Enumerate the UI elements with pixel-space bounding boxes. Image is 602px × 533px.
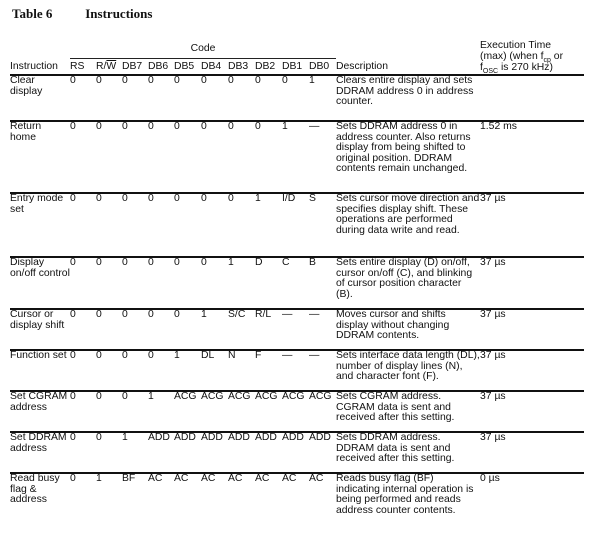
code-bit: AC	[255, 473, 270, 484]
instruction-name: Return home	[10, 121, 70, 193]
code-bit: S/C	[228, 309, 255, 350]
execution-time: 37 µs	[480, 193, 584, 257]
code-bit: 0	[201, 193, 228, 257]
header-bit-rs: RS	[70, 58, 96, 75]
description: Clears entire display and sets DDRAM address 0 in address counter.	[336, 75, 480, 121]
code-bit: 0	[201, 121, 228, 193]
code-bit: 0	[70, 350, 96, 391]
instruction-name: Function set	[10, 350, 70, 391]
header-bit-db3: DB3	[228, 58, 255, 75]
code-bit: —	[309, 309, 336, 350]
code-bit: ADD	[255, 432, 282, 473]
code-bit: 0	[148, 193, 174, 257]
table-row	[10, 473, 584, 533]
header-bit-db7: DB7	[122, 58, 148, 75]
code-bit: 0	[148, 309, 174, 350]
code-bit: 0	[70, 75, 96, 121]
table-title	[12, 6, 152, 22]
code-bit: 0	[255, 75, 282, 121]
description: Sets DDRAM address 0 in address counter. Also returns display from being shifted to original position. DDRAM contents remain unchanged.	[336, 121, 480, 193]
code-bit: 0	[201, 257, 228, 309]
execution-time	[480, 75, 584, 121]
code-bit: 0	[174, 309, 201, 350]
header-execution-time: Execution Time (max) (when $f_{cp}$ or $f_{OSC}$ is 270 kHz)	[480, 40, 584, 75]
instruction-name: Read busy flag & address	[10, 473, 60, 506]
code-bit: N	[228, 350, 255, 391]
code-bit: 0	[96, 121, 122, 193]
code-bit: 0	[148, 257, 174, 309]
description: Sets DDRAM address. DDRAM data is sent and received after this setting.	[336, 432, 480, 473]
code-bit: C	[282, 257, 309, 309]
code-bit: 0	[96, 432, 122, 473]
description: Reads busy flag (BF) indicating internal operation is being performed and reads address counter contents.	[336, 473, 474, 516]
execution-time: 37 µs	[480, 350, 584, 391]
code-bit: 0	[282, 75, 309, 121]
code-bit: 0	[174, 121, 201, 193]
code-bit: 1	[174, 350, 201, 391]
instruction-name: Set CGRAM address	[10, 391, 70, 432]
code-bit: —	[282, 309, 309, 350]
code-bit: 0	[70, 473, 76, 484]
instruction-name: Cursor or display shift	[10, 309, 70, 350]
table-row	[10, 309, 584, 350]
header-bit-db6: DB6	[148, 58, 174, 75]
header-row-group	[10, 40, 584, 58]
description: Moves cursor and shifts display without changing DDRAM contents.	[336, 309, 480, 350]
code-bit: I/D	[282, 193, 309, 257]
table-row	[10, 121, 584, 193]
table-row	[10, 75, 584, 121]
description: Sets entire display (D) on/off, cursor on/off (C), and blinking of cursor position character (B).	[336, 257, 480, 309]
code-bit: DL	[201, 350, 228, 391]
table-row	[10, 432, 584, 473]
code-bit: 0	[70, 432, 96, 473]
code-bit: 0	[70, 121, 96, 193]
table-row	[10, 391, 584, 432]
table-row	[10, 257, 584, 309]
code-bit: 0	[70, 391, 96, 432]
table-number: Table 6	[12, 6, 53, 21]
code-bit: —	[309, 350, 336, 391]
code-bit: 1	[148, 391, 174, 432]
execution-time: 1.52 ms	[480, 121, 584, 193]
code-bit: 0	[148, 350, 174, 391]
code-bit: 0	[148, 121, 174, 193]
code-bit: AC	[309, 473, 324, 484]
code-bit: 0	[228, 75, 255, 121]
code-bit: 0	[96, 391, 122, 432]
instruction-name: Entry mode set	[10, 193, 70, 257]
code-bit: 1	[255, 193, 282, 257]
code-bit: ACG	[228, 391, 255, 432]
header-spacer	[10, 40, 70, 58]
code-bit: 0	[96, 193, 122, 257]
execution-time: 37 µs	[480, 432, 584, 473]
header-bit-db4: DB4	[201, 58, 228, 75]
code-bit: B	[309, 257, 336, 309]
instruction-name: Display on/off control	[10, 257, 70, 309]
description: Sets interface data length (DL), number of display lines (N), and character font (F).	[336, 350, 480, 391]
code-bit: 0	[96, 75, 122, 121]
code-bit: 0	[228, 121, 255, 193]
code-bit: AC	[201, 473, 216, 484]
table-caption: Instructions	[85, 6, 153, 21]
header-bit-db0: DB0	[309, 58, 336, 75]
header-bit-rw: $R/\overline{W}$	[96, 58, 122, 75]
instruction-name: Clear display	[10, 75, 70, 121]
execution-time: 37 µs	[480, 391, 584, 432]
description: Sets CGRAM address. CGRAM data is sent and received after this setting.	[336, 391, 480, 432]
code-bit: R/L	[255, 309, 282, 350]
code-bit: ACG	[201, 391, 228, 432]
code-bit: 0	[70, 309, 96, 350]
code-bit: 1	[201, 309, 228, 350]
header-bit-db1: DB1	[282, 58, 309, 75]
header-instruction: Instruction	[10, 58, 70, 75]
execution-time: 37 µs	[480, 257, 584, 309]
code-bit: 0	[96, 257, 122, 309]
code-bit: ADD	[228, 432, 255, 473]
code-bit: BF	[122, 473, 136, 484]
execution-time: 37 µs	[480, 309, 584, 350]
code-bit: 0	[70, 193, 96, 257]
code-bit: AC	[282, 473, 297, 484]
code-bit: ACG	[255, 391, 282, 432]
header-description: Description	[336, 58, 480, 75]
code-bit: 0	[228, 193, 255, 257]
code-bit: ADD	[309, 432, 336, 473]
code-bit: 1	[228, 257, 255, 309]
code-bit: 0	[174, 75, 201, 121]
code-bit: 0	[122, 257, 148, 309]
code-bit: 0	[122, 193, 148, 257]
code-bit: F	[255, 350, 282, 391]
header-spacer	[336, 40, 480, 58]
code-bit: ADD	[148, 432, 174, 473]
code-bit: 0	[255, 121, 282, 193]
code-bit: S	[309, 193, 336, 257]
code-bit: 0	[148, 75, 174, 121]
description: Sets cursor move direction and specifies display shift. These operations are performed during data write and read.	[336, 193, 480, 257]
code-bit: 1	[122, 432, 148, 473]
code-bit: 0	[174, 193, 201, 257]
code-bit: —	[309, 121, 336, 193]
code-bit: 0	[122, 121, 148, 193]
instructions-table	[10, 40, 584, 533]
code-bit: ADD	[174, 432, 201, 473]
code-bit: 0	[122, 75, 148, 121]
table-body	[10, 75, 584, 533]
code-bit: 0	[122, 391, 148, 432]
table-row	[10, 350, 584, 391]
code-bit: ACG	[309, 391, 336, 432]
code-bit: AC	[148, 473, 163, 484]
code-bit: 0	[201, 75, 228, 121]
code-bit: AC	[174, 473, 189, 484]
code-bit: 0	[70, 257, 96, 309]
code-bit: 1	[309, 75, 336, 121]
code-bit: 0	[122, 309, 148, 350]
table-row	[10, 193, 584, 257]
code-bit: 0	[122, 350, 148, 391]
instruction-name: Set DDRAM address	[10, 432, 70, 473]
header-bit-db2: DB2	[255, 58, 282, 75]
header-bit-db5: DB5	[174, 58, 201, 75]
execution-time: 0 µs	[480, 473, 500, 484]
code-bit: 0	[96, 309, 122, 350]
code-bit: 0	[174, 257, 201, 309]
code-bit: 0	[96, 350, 122, 391]
code-bit: ACG	[174, 391, 201, 432]
code-bit: ADD	[282, 432, 309, 473]
code-bit: 1	[96, 473, 102, 484]
code-bit: ACG	[282, 391, 309, 432]
code-bit: —	[282, 350, 309, 391]
code-bit: ADD	[201, 432, 228, 473]
header-code-group: Code	[70, 40, 336, 58]
code-bit: D	[255, 257, 282, 309]
code-bit: 1	[282, 121, 309, 193]
code-bit: AC	[228, 473, 243, 484]
